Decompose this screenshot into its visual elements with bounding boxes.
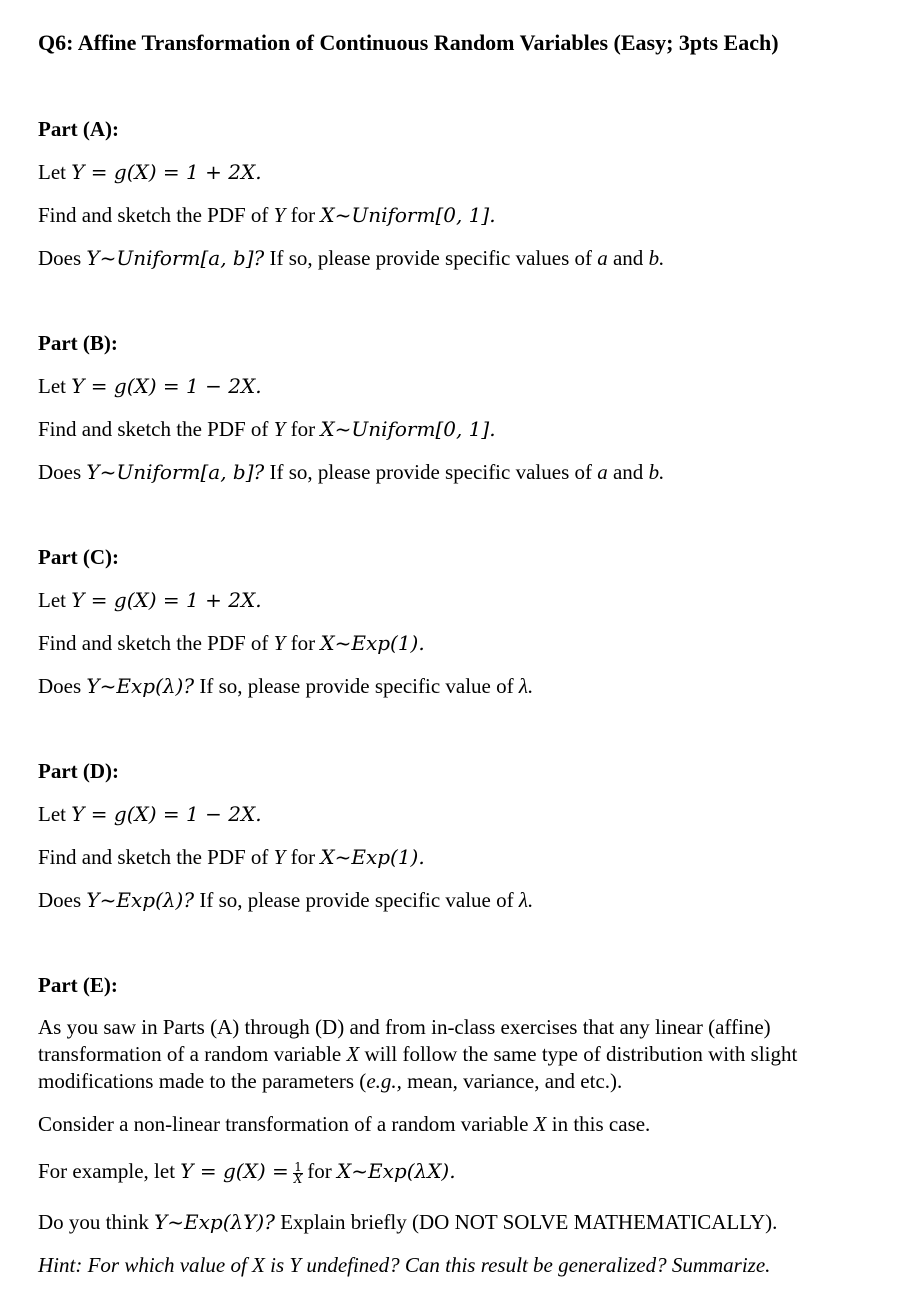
part-e-paragraph: As you saw in Parts (A) through (D) and from in-class exercises that any linear (affine) transformation of a random variable X will follow the same type of distribution with slight modifications made to the parameters (e.g., mean, variance, and etc.). bbox=[38, 1015, 798, 1093]
part-b-heading: Part (B): bbox=[38, 331, 118, 355]
part-e-example-line: For example, let Y = g(X) = $\frac{1}{X}$ for X~Exp(λX). bbox=[38, 1159, 456, 1186]
part-c-heading: Part (C): bbox=[38, 545, 120, 569]
part-e-hint: Hint: For which value of X is Y undefined? Can this result be generalized? Summarize. bbox=[38, 1253, 771, 1277]
part-b-let-math: Y = g(X) = 1 − 2X. bbox=[71, 374, 262, 398]
part-c-does-math: Y~Exp(λ)? bbox=[86, 674, 195, 698]
part-e-heading: Part (E): bbox=[38, 973, 118, 997]
part-c-find-line: Find and sketch the PDF of Y for X~Exp(1). bbox=[38, 631, 425, 655]
part-a-find-line: Find and sketch the PDF of Y for X~Uniform[0, 1]. bbox=[38, 203, 496, 227]
part-a-does-line: Does Y~Uniform[a, b]? If so, please provide specific values of a and b. bbox=[38, 246, 665, 270]
part-e-example-math: Y = g(X) = bbox=[180, 1159, 289, 1183]
part-a-find-math: X~Uniform[0, 1]. bbox=[320, 203, 496, 227]
part-e-think-math: Y~Exp(λY)? bbox=[154, 1210, 275, 1234]
part-b-find-math: X~Uniform[0, 1]. bbox=[320, 417, 496, 441]
part-d-let-line: Let Y = g(X) = 1 − 2X. bbox=[38, 802, 262, 826]
part-c-let-math: Y = g(X) = 1 + 2X. bbox=[71, 588, 262, 612]
part-d-find-line: Find and sketch the PDF of Y for X~Exp(1). bbox=[38, 845, 425, 869]
part-a-let-math: Y = g(X) = 1 + 2X. bbox=[71, 160, 262, 184]
part-b-does-line: Does Y~Uniform[a, b]? If so, please provide specific values of a and b. bbox=[38, 460, 665, 484]
part-b-let-line: Let Y = g(X) = 1 − 2X. bbox=[38, 374, 262, 398]
part-e-consider-line: Consider a non-linear transformation of a random variable X in this case. bbox=[38, 1112, 651, 1136]
part-b-find-line: Find and sketch the PDF of Y for X~Uniform[0, 1]. bbox=[38, 417, 496, 441]
part-d-does-math: Y~Exp(λ)? bbox=[86, 888, 195, 912]
question-title: Q6: Affine Transformation of Continuous Random Variables (Easy; 3pts Each) bbox=[38, 30, 779, 55]
part-a-does-math: Y~Uniform[a, b]? bbox=[86, 246, 265, 270]
part-e-think-line: Do you think Y~Exp(λY)? Explain briefly (DO NOT SOLVE MATHEMATICALLY). bbox=[38, 1210, 778, 1234]
part-d-does-line: Does Y~Exp(λ)? If so, please provide specific value of λ. bbox=[38, 888, 534, 912]
part-c-find-math: X~Exp(1). bbox=[320, 631, 425, 655]
part-d-let-math: Y = g(X) = 1 − 2X. bbox=[71, 802, 262, 826]
part-a-heading: Part (A): bbox=[38, 117, 120, 141]
part-a-let-line: Let Y = g(X) = 1 + 2X. bbox=[38, 160, 262, 184]
part-b-does-math: Y~Uniform[a, b]? bbox=[86, 460, 265, 484]
reciprocal-fraction: $\frac{1}{X}$ bbox=[293, 1159, 303, 1186]
part-d-heading: Part (D): bbox=[38, 759, 120, 783]
part-c-does-line: Does Y~Exp(λ)? If so, please provide specific value of λ. bbox=[38, 674, 534, 698]
part-d-find-math: X~Exp(1). bbox=[320, 845, 425, 869]
part-c-let-line: Let Y = g(X) = 1 + 2X. bbox=[38, 588, 262, 612]
part-e-example-dist: X~Exp(λX). bbox=[337, 1159, 456, 1183]
